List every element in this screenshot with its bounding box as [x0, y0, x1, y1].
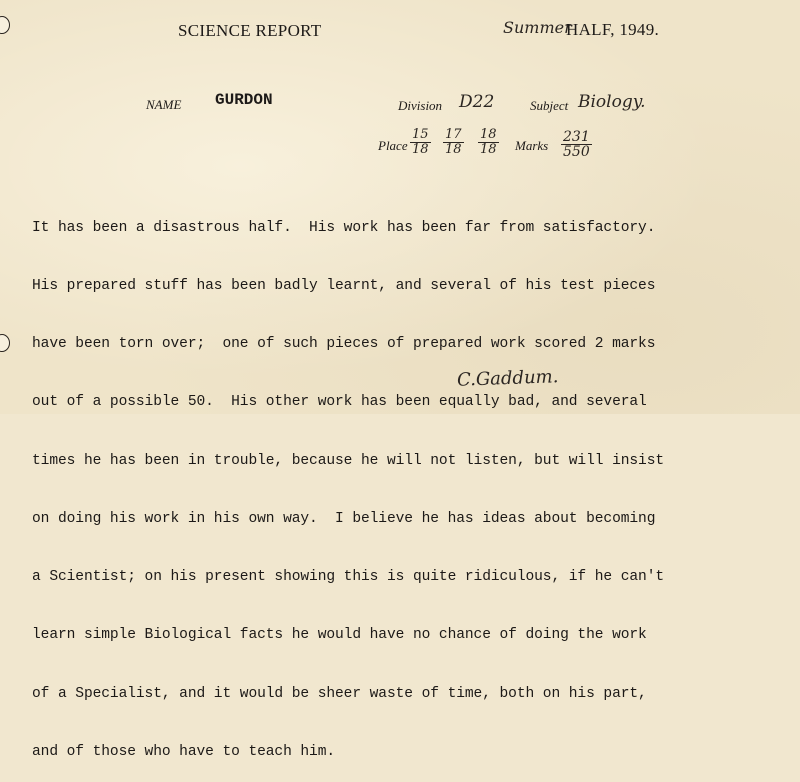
report-line: times he has been in trouble, because he will not listen, but will insist: [32, 452, 665, 469]
name-label: NAME: [146, 97, 182, 112]
report-title: SCIENCE REPORT: [178, 21, 322, 40]
subject-label: Subject: [530, 98, 569, 113]
marks-den: 550: [563, 144, 590, 160]
place-1-den: 18: [412, 142, 429, 157]
place-3-den: 18: [480, 142, 497, 157]
marks-label: Marks: [515, 138, 549, 153]
place-fraction-3: [478, 128, 499, 157]
place-3-num: 18: [480, 127, 497, 142]
report-body: [32, 180, 792, 782]
report-line: a Scientist; on his present showing this is quite ridiculous, if he can't: [32, 569, 665, 586]
report-line: It has been a disastrous half. His work has been far from satisfactory.: [32, 219, 656, 236]
marks-fraction: [561, 130, 592, 159]
report-line: His prepared stuff has been badly learnt, and several of his test pieces: [32, 278, 656, 295]
report-line: out of a possible 50. His other work has been equally bad, and several: [32, 394, 647, 411]
term-year: HALF, 1949.: [566, 20, 660, 39]
place-1-num: 15: [412, 127, 429, 142]
report-line: have been torn over; one of such pieces of prepared work scored 2 marks: [32, 336, 656, 353]
place-label: Place: [378, 138, 408, 153]
report-line: on doing his work in his own way. I believe he has ideas about becoming: [32, 510, 656, 527]
teacher-signature: C.Gaddum.: [456, 366, 559, 391]
term-handwritten: Summer: [503, 18, 572, 37]
division-value: D22: [459, 92, 495, 112]
place-2-num: 17: [445, 127, 462, 142]
report-line: learn simple Biological facts he would have no chance of doing the work: [32, 627, 647, 644]
place-fraction-1: [410, 128, 431, 157]
place-fraction-2: [443, 128, 464, 157]
report-line: and of those who have to teach him.: [32, 743, 336, 760]
subject-value: Biology.: [578, 92, 646, 112]
report-line: of a Specialist, and it would be sheer waste of time, both on his part,: [32, 685, 647, 702]
marks-num: 231: [563, 129, 590, 145]
division-label: Division: [398, 98, 443, 113]
place-2-den: 18: [445, 142, 462, 157]
student-name: GURDON: [215, 91, 273, 109]
